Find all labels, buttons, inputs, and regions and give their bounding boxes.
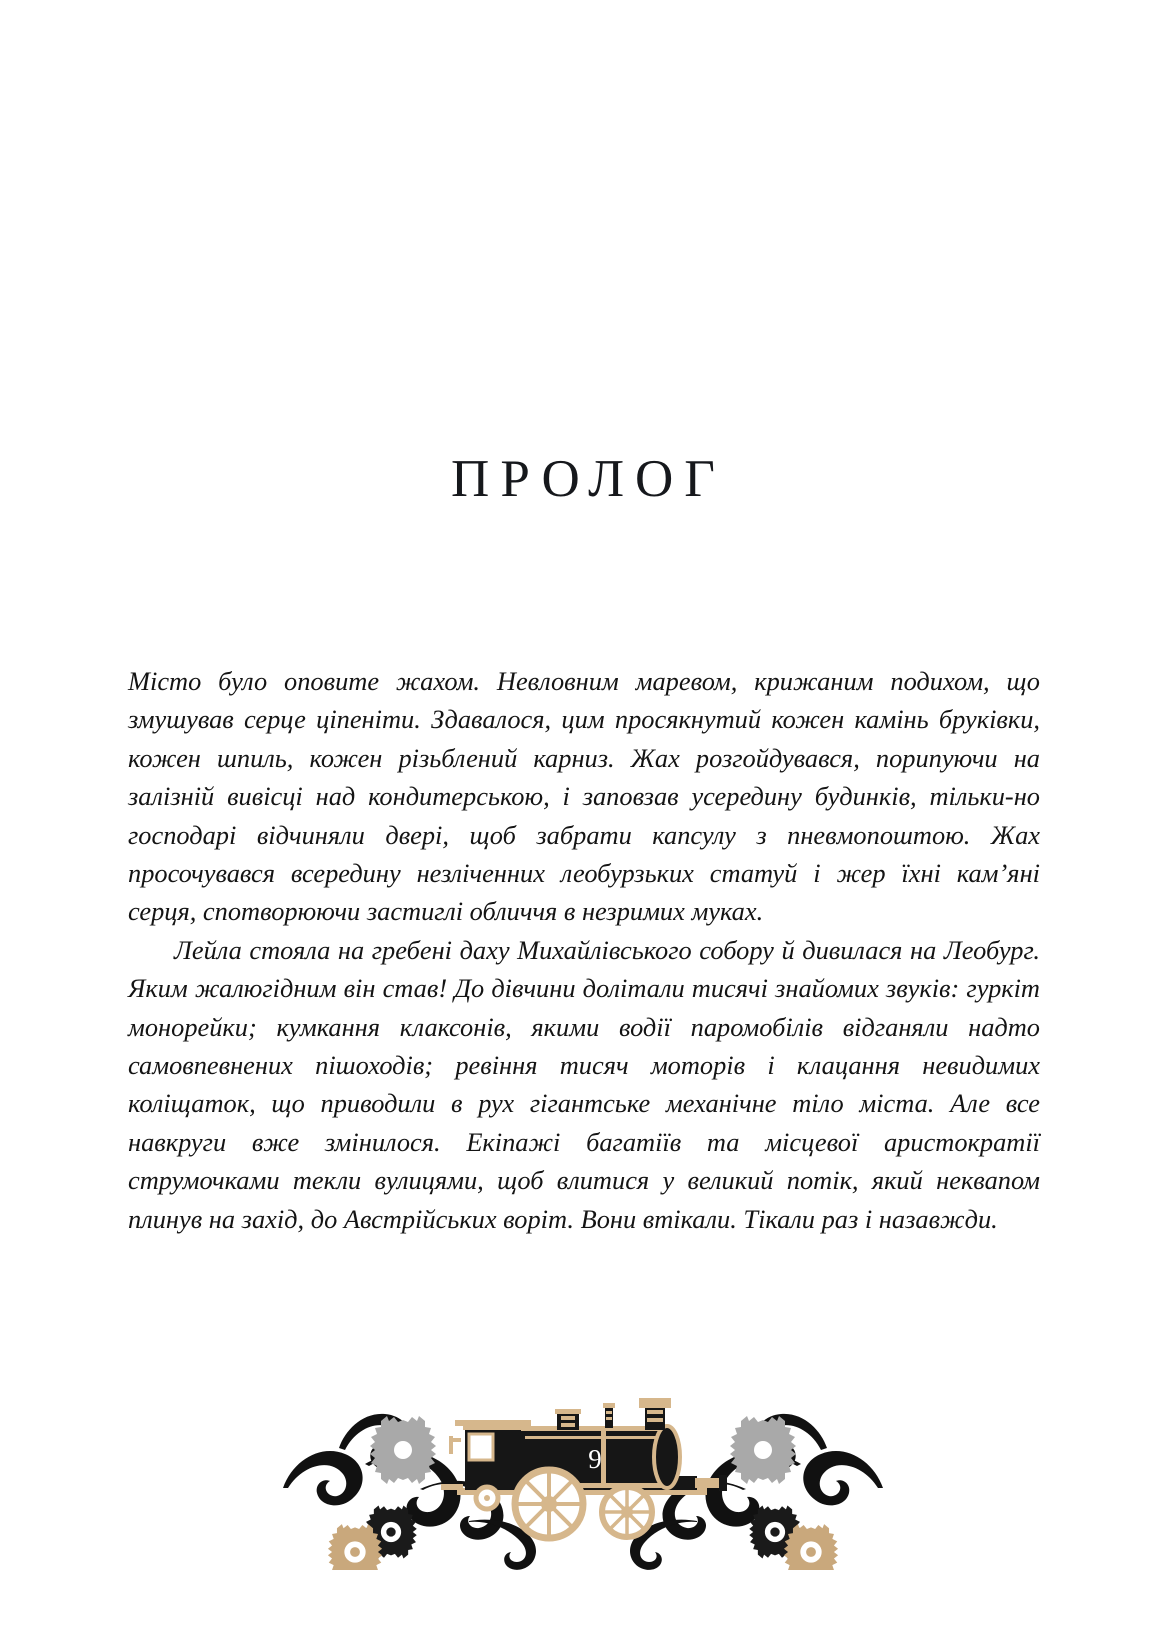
gear-gray-right-icon <box>730 1416 796 1484</box>
locomotive-icon <box>441 1398 727 1538</box>
page-title: ПРОЛОГ <box>451 449 726 508</box>
body-text-block <box>128 662 1040 1238</box>
chapter-end-ornament <box>273 1392 893 1570</box>
paragraph-2: Лейла стояла на гребені даху Михайлівського собору й дивилася на Леобург. Яким жалюгідним він став! До дівчини долітали тисячі знайомих звуків: гуркіт монорейки; кумкання клаксонів, якими водії паромобілів відганяли надто самовпевнених пішоходів; ревіння тисяч моторів і клацання невидимих коліщаток, що приводили в рух гігантське механічне тіло міста. Але все навкруги вже змінилося. Екіпажі багатіїв та місцевої аристократії струмочками текли вулицями, щоб влитися у великий потік, який неквапом плинув на захід, до Австрійських воріт. Вони втікали. Тікали раз і назавжди. <box>128 934 1040 1234</box>
gear-gray-left-icon <box>370 1416 436 1484</box>
locomotive-wheel-small-icon <box>602 1487 652 1537</box>
paragraph-1: Місто було оповите жахом. Невловним маревом, крижаним подихом, що змушував серце ціпеніти. Здавалося, цим просякнутий кожен камінь бруківки, кожен шпиль, кожен різьблений карниз. Жах розгойдувався, порипуючи на залізній вивісці над кондитерською, і заповзав усередину будинків, тільки-но господарі відчиняли двері, щоб забрати капсулу з пневмопоштою. Жах просочувався всередину незліченних леобурзьких статуй і жер їхні кам’яні серця, спотворюючи застиглі обличчя в незримих муках. <box>128 666 1040 927</box>
folio-number: 9 <box>588 1444 602 1474</box>
locomotive-wheel-large-icon <box>515 1470 583 1538</box>
